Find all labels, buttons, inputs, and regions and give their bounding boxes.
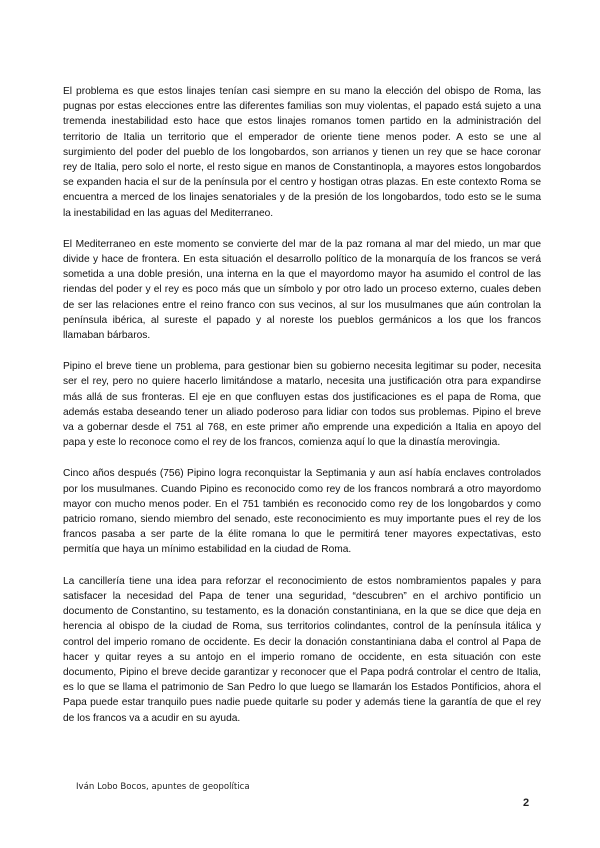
paragraph-2: El Mediterraneo en este momento se convierte del mar de la paz romana al mar del miedo, un mar que divide y hace de frontera. En esta situación el desarrollo político de la monarquía de los francos se verá sometida a una doble presión, una interna en la que el mayordomo mayor ha asumido el control de las riendas del poder y el rey es poco más que un símbolo y por otro lado un proceso externo, cuales deben de ser las relaciones entre el reino franco con sus vecinos, al sur los musulmanes que aún controlan la península ibérica, al sureste el papado y al noreste los pueblos germánicos a los que los francos llamaban bárbaros. [63,238,541,342]
paragraph-3: Pipino el breve tiene un problema, para gestionar bien su gobierno necesita legitimar su poder, necesita ser el rey, pero no quiere hacerlo limitándose a matarlo, necesita una justificación otra para expandirse más allá de sus fronteras. El eje en que confluyen estas dos justificaciones es el papa de Roma, que además estaba deseando tener un aliado poderoso para lidiar con todos sus problemas. Pipino el breve va a gobernar desde el 751 al 768, en este primer año emprende una expedición a Italia en apoyo del papa y este lo reconoce como el rey de los francos, comienza aquí lo que la dinastía merovingia. [63,361,541,449]
page-number: 2 [523,797,530,809]
footer-author: Iván Lobo Bocos, apuntes de geopolítica [76,782,250,792]
paragraph-1: El problema es que estos linajes tenían casi siempre en su mano la elección del obispo de Roma, las pugnas por estas elecciones entre las diferentes familias son muy violentas, el papado está sujeto a una tremenda inestabilidad esto hace que estos linajes romanos tomen partido en la administración del territorio de Italia un territorio que el emperador de oriente tiene menos poder. A esto se une al surgimiento del poder del pueblo de los longobardos, son arrianos y tienen un rey que se hace coronar rey de Italia, pero solo el norte, el resto sigue en manos de Constantinopla, a mayores estos longobardos se expanden hacia el sur de la península por el centro y hostigan otras plazas. En este contexto Roma se encuentra a merced de los linajes senatoriales y de la presión de los longobardos, todo esto se le suma la inestabilidad en las aguas del Mediterraneo. [63,86,541,219]
paragraph-5: La cancillería tiene una idea para reforzar el reconocimiento de estos nombramientos papales y para satisfacer la necesidad del Papa de tener una seguridad, “descubren” en el archivo pontificio un documento de Constantino, su testamento, es la donación constantiniana, en la que se dice que deja en herencia al obispo de la ciudad de Roma, sus territorios colindantes, control de la península itálica y control del imperio romano de occidente. Es decir la donación constantiniana daba el control al Papa de hacer y quitar reyes a su antojo en el imperio romano de occidente, en esta situación con este documento, Pipino el breve decide garantizar y reconocer que el Papa podrá controlar el centro de Italia, es lo que se llama el patrimonio de San Pedro lo que luego se llamarán los Estados Pontificios, ahora el Papa puede estar tranquilo pues nadie puede quitarle su poder y además tiene la garantía de que el rey de los francos va a acudir en su ayuda. [63,575,541,724]
document-body [63,84,541,742]
paragraph-4: Cinco años después (756) Pipino logra reconquistar la Septimania y aun así había enclaves controlados por los musulmanes. Cuando Pipino es reconocido como rey de los francos nombrará a otro mayordomo mayor con mucho menos poder. En el 751 también es reconocido como rey de los longobardos y como patricio romano, siendo miembro del senado, este reconocimiento es muy importante pues el rey de los francos pasaba a ser parte de la élite romana lo que le permitirá tener mayores expectativas, esto permitía que haya un mínimo estabilidad en la ciudad de Roma. [63,468,541,556]
